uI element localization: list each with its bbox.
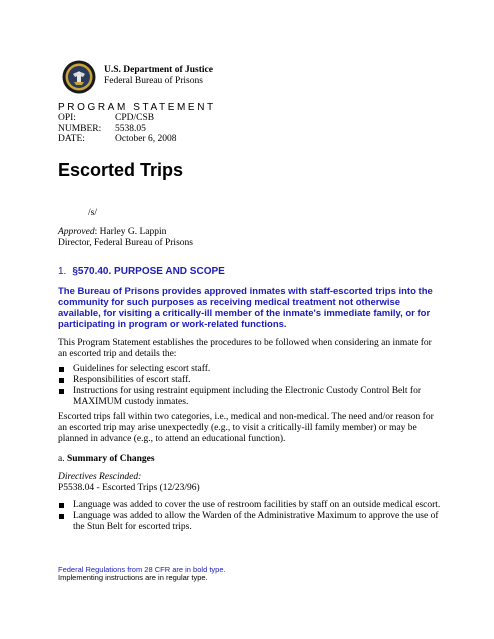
approved-label: Approved bbox=[58, 227, 95, 237]
bureau-name: Federal Bureau of Prisons bbox=[104, 76, 203, 86]
bullet-icon bbox=[59, 389, 64, 394]
doj-seal-icon bbox=[62, 60, 96, 94]
bullet-icon bbox=[59, 367, 64, 372]
approver-position: Director, Federal Bureau of Prisons bbox=[58, 238, 193, 248]
meta-row-number bbox=[58, 124, 176, 135]
meta-row-date bbox=[58, 134, 176, 145]
footer-instruction-note: Implementing instructions are in regular type. bbox=[58, 573, 208, 582]
list-item: Language was added to cover the use of restroom facilities by staff on an outside medical escort. bbox=[58, 500, 448, 511]
agency-header bbox=[104, 65, 213, 87]
approval-block bbox=[58, 227, 193, 249]
list-item: Responsibilities of escort staff. bbox=[58, 375, 448, 386]
summary-letter: a. bbox=[58, 454, 65, 464]
changes-bullet-list bbox=[58, 500, 448, 533]
section-number: 1. bbox=[58, 266, 67, 277]
summary-heading bbox=[58, 454, 155, 464]
list-item: Language was added to allow the Warden of the Administrative Maximum to approve the use of the Stun Belt for escorted trips. bbox=[58, 511, 448, 533]
footer-regulation-note: Federal Regulations from 28 CFR are in bold type. bbox=[58, 565, 226, 574]
rescinded-label: Directives Rescinded: bbox=[58, 472, 142, 482]
rescinded-block bbox=[58, 472, 200, 494]
meta-value: October 6, 2008 bbox=[115, 134, 177, 144]
department-name: U.S. Department of Justice bbox=[104, 65, 213, 75]
meta-key: OPI: bbox=[58, 113, 76, 123]
document-meta bbox=[58, 113, 176, 145]
list-item: Instructions for using restraint equipment including the Electronic Custody Control Belt for MAXIMUM custody inmates. bbox=[58, 386, 443, 408]
signature: /s/ bbox=[88, 208, 97, 218]
purpose-bullet-list bbox=[58, 364, 448, 408]
bullet-icon bbox=[59, 503, 64, 508]
list-item: Guidelines for selecting escort staff. bbox=[58, 364, 448, 375]
meta-key: DATE: bbox=[58, 134, 85, 144]
bullet-icon bbox=[59, 514, 64, 519]
section-title: §570.40. PURPOSE AND SCOPE bbox=[72, 266, 225, 277]
meta-row-opi bbox=[58, 113, 176, 124]
approver-name: : Harley G. Lappin bbox=[94, 227, 167, 237]
categories-paragraph: Escorted trips fall within two categories, i.e., medical and non-medical. The need and/or reason for an escorted trip may arise unexpectedly (e.g., to visit a critically-ill family member) or may be planned in advance (e.g., to attend an educational function). bbox=[58, 412, 434, 444]
meta-value: CPD/CSB bbox=[115, 113, 155, 123]
meta-value: 5538.05 bbox=[115, 123, 146, 134]
rescinded-item: P5538.04 - Escorted Trips (12/23/96) bbox=[58, 483, 200, 493]
section-heading bbox=[58, 266, 225, 277]
meta-key: NUMBER: bbox=[58, 123, 102, 134]
intro-paragraph: This Program Statement establishes the procedures to be followed when considering an inmate for an escorted trip and details the: bbox=[58, 338, 432, 359]
document-title: Escorted Trips bbox=[58, 160, 184, 180]
regulation-text: The Bureau of Prisons provides approved inmates with staff-escorted trips into the community for such purposes as receiving medical treatment not otherwise available, for visiting a critically-ill member of the inmate's immediate family, or for participating in program or work-related functions. bbox=[58, 286, 433, 330]
summary-label: Summary of Changes bbox=[66, 454, 155, 464]
program-statement-label: PROGRAM STATEMENT bbox=[58, 102, 216, 113]
bullet-icon bbox=[59, 378, 64, 383]
